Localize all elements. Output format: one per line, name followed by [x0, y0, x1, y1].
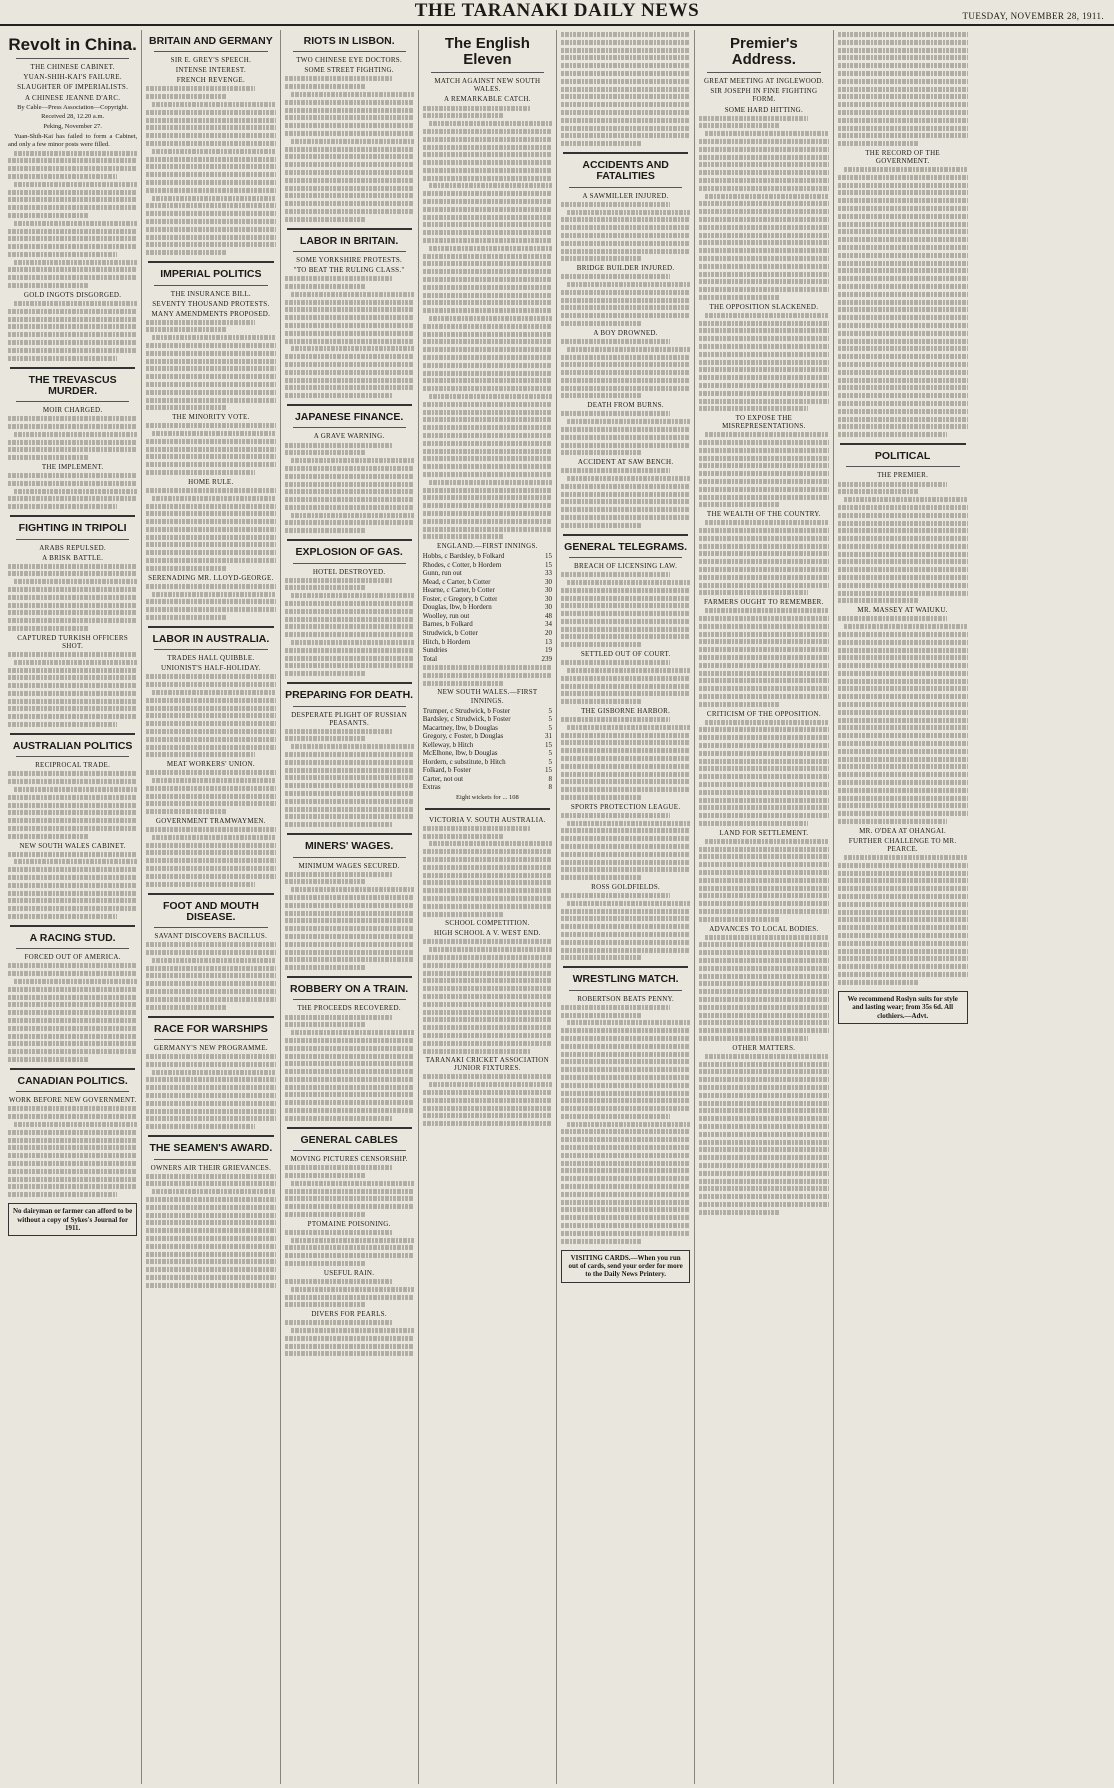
subhead: HOME RULE.: [188, 477, 234, 486]
score-row: Gregory, c Foster, b Douglas 31: [422, 732, 552, 741]
subhead: A BOY DROWNED.: [593, 328, 658, 337]
scorecard-nsw: [423, 707, 552, 792]
article-text-block: [285, 76, 414, 221]
subhead: FRENCH REVENGE.: [176, 76, 246, 85]
subhead: TARANAKI CRICKET ASSOCIATION JUNIOR FIXTURES.: [425, 1056, 549, 1073]
subhead: THE RECORD OF THE GOVERNMENT.: [865, 148, 941, 165]
subhead: SOME HARD HITTING.: [724, 105, 804, 114]
subhead: GOVERNMENT TRAMWAYMEN.: [155, 816, 266, 825]
headline-miners-wages: MINERS' WAGES.: [304, 840, 394, 853]
headline-general-cables: GENERAL CABLES: [300, 1133, 398, 1146]
article-text-block: [285, 276, 414, 398]
column-4: [419, 30, 557, 1784]
score-row: Sundries 19: [422, 646, 552, 655]
headline-seamens-award: THE SEAMEN'S AWARD.: [149, 1142, 273, 1155]
subhead: SIR JOSEPH IN FINE FIGHTING FORM.: [710, 87, 818, 104]
article-text-block: [423, 939, 552, 1053]
article-text-block: [838, 32, 968, 146]
article-text-block: [285, 872, 414, 971]
subhead: A SAWMILLER INJURED.: [582, 191, 669, 200]
article-text-block: [561, 202, 690, 262]
subhead: ACCIDENT AT SAW BENCH.: [577, 458, 674, 467]
score-row: Total 239: [422, 654, 552, 663]
article-text-block: [285, 1320, 414, 1356]
article-body: Yuan-Shih-Kai has failed to form a Cabinet, and only a few minor posts were filled.: [8, 132, 138, 148]
subhead: SETTLED OUT OF COURT.: [580, 650, 671, 659]
subhead: TRADES HALL QUIBBLE.: [167, 654, 255, 663]
article-text-block: [8, 416, 137, 460]
headline-labor-australia: LABOR IN AUSTRALIA.: [152, 632, 270, 645]
subhead: THE MINORITY VOTE.: [172, 413, 250, 422]
subhead: OTHER MATTERS.: [732, 1043, 796, 1052]
score-row: Strudwick, b Cotter 20: [422, 628, 552, 637]
article-text-block: [561, 339, 690, 399]
article-text-block: [146, 423, 275, 475]
headline-revolt-china: Revolt in China.: [8, 35, 137, 54]
headline-political: POLITICAL: [874, 450, 931, 463]
article-text-block: [838, 482, 968, 604]
article-text-block: [699, 935, 828, 1041]
subhead: DIVERS FOR PEARLS.: [311, 1310, 387, 1319]
subhead: DESPERATE PLIGHT OF RUSSIAN PEASANTS.: [291, 710, 408, 727]
headline-trevascus-murder: THE TREVASCUS MURDER.: [28, 373, 117, 397]
subhead: WORK BEFORE NEW GOVERNMENT.: [8, 1096, 137, 1105]
article-text-block: [285, 1279, 414, 1307]
article-text-block: [699, 313, 828, 412]
subhead: SEVENTY THOUSAND PROTESTS.: [152, 299, 270, 308]
subhead: NEW SOUTH WALES CABINET.: [19, 841, 126, 850]
article-text-block: [423, 665, 552, 686]
article-text-block: [838, 855, 968, 985]
subhead: GREAT MEETING AT INGLEWOOD.: [703, 77, 824, 86]
score-row: Barnes, b Folkard 34: [422, 620, 552, 629]
score-row: Kelleway, b Hitch 15: [422, 740, 552, 749]
article-text-block: [561, 893, 690, 960]
advertisement-sykes-journal: No dairyman or farmer can afford to be without a copy of Sykes's Journal for 1911.: [8, 1203, 137, 1236]
article-text-block: [146, 86, 275, 255]
subhead: THE OPPOSITION SLACKENED.: [709, 302, 819, 311]
subhead: ARABS REPULSED.: [39, 543, 106, 552]
article-text-block: [699, 1054, 828, 1215]
subhead: YUAN-SHIH-KAI'S FAILURE.: [23, 73, 122, 82]
article-text-block: [838, 167, 968, 437]
article-text-block: [285, 443, 414, 534]
newspaper-columns: [4, 30, 1110, 1784]
article-text-block: [146, 942, 275, 1009]
article-text-block: [561, 274, 690, 326]
headline-australian-politics: AUSTRALIAN POLITICS: [12, 740, 133, 753]
headline-english-eleven: The English Eleven: [444, 35, 530, 69]
issue-date: TUESDAY, NOVEMBER 28, 1911.: [962, 11, 1104, 21]
column-5: [557, 30, 695, 1784]
score-row: Foster, c Gregory, b Cotter 30: [422, 594, 552, 603]
subhead: SOME YORKSHIRE PROTESTS.: [296, 256, 403, 265]
subhead: BREACH OF LICENSING LAW.: [574, 562, 678, 571]
article-text-block: [423, 826, 552, 917]
score-row: Trumper, c Strudwick, b Foster 5: [422, 706, 552, 715]
headline-race-warships: RACE FOR WARSHIPS: [153, 1022, 268, 1035]
article-text-block: [146, 770, 275, 814]
subhead: MOVING PICTURES CENSORSHIP.: [290, 1155, 408, 1164]
subhead: THE GISBORNE HARBOR.: [581, 706, 671, 715]
headline-riots-lisbon: RIOTS IN LISBON.: [303, 35, 395, 47]
article-text-block: [561, 572, 690, 647]
article-text-block: [8, 564, 137, 631]
article-text-block: [8, 771, 137, 838]
subhead: VICTORIA V. SOUTH AUSTRALIA.: [429, 815, 546, 824]
subhead: SERENADING MR. LLOYD-GEORGE.: [148, 573, 274, 582]
byline: By Cable—Press Association—Copyright.: [17, 103, 129, 111]
score-row: Hobbs, c Bardsley, b Folkard 15: [422, 552, 552, 561]
score-row: Woolley, run out 48: [422, 611, 552, 620]
received-line: Received 28, 12.20 a.m.: [41, 113, 105, 121]
headline-imperial-politics: IMPERIAL POLITICS: [160, 268, 262, 281]
article-text-block: [561, 32, 690, 146]
subhead: A BRISK BATTLE.: [42, 553, 104, 562]
article-text-block: [285, 729, 414, 828]
headline-britain-germany: BRITAIN AND GERMANY: [149, 35, 273, 47]
subhead: SLAUGHTER OF IMPERIALISTS.: [17, 83, 129, 92]
column-6: [695, 30, 833, 1784]
article-text-block: [699, 608, 828, 707]
article-text-block: [699, 520, 828, 595]
score-row: Macartney, lbw, b Douglas 5: [422, 723, 552, 732]
column-7: [834, 30, 972, 1784]
headline-canadian-politics: CANADIAN POLITICS.: [17, 1074, 128, 1087]
article-text-block: [838, 616, 968, 824]
subhead: THE CHINESE CABINET.: [30, 63, 115, 72]
article-text-block: [8, 852, 137, 919]
headline-foot-mouth: FOOT AND MOUTH DISEASE.: [162, 899, 259, 923]
subhead: DEATH FROM BURNS.: [587, 401, 664, 410]
article-text-block: [146, 827, 275, 887]
article-text-block: [146, 320, 275, 411]
subhead: GERMANY'S NEW PROGRAMME.: [153, 1043, 268, 1052]
article-text-block: [699, 839, 828, 922]
score-row: McElhone, lbw, b Douglas 5: [422, 749, 552, 758]
headline-fighting-tripoli: FIGHTING IN TRIPOLI: [18, 522, 127, 535]
article-text-block: [8, 151, 137, 289]
score-row: Douglas, lbw, b Hordern 30: [422, 603, 552, 612]
subhead: A REMARKABLE CATCH.: [443, 95, 531, 104]
subhead: HOTEL DESTROYED.: [312, 567, 386, 576]
headline-preparing-death: PREPARING FOR DEATH.: [285, 689, 414, 702]
subhead: MEAT WORKERS' UNION.: [166, 760, 255, 769]
subhead: THE INSURANCE BILL.: [170, 289, 251, 298]
article-text-block: [561, 717, 690, 800]
headline-japanese-finance: JAPANESE FINANCE.: [294, 411, 404, 424]
article-text-block: [561, 813, 690, 880]
scorecard-title: ENGLAND.—FIRST INNINGS.: [437, 542, 538, 551]
article-text-block: [285, 1015, 414, 1121]
article-text-block: [285, 1165, 414, 1217]
subhead: BRIDGE BUILDER INJURED.: [576, 264, 675, 273]
headline-racing-stud: A RACING STUD.: [29, 932, 116, 945]
subhead: THE PREMIER.: [877, 471, 929, 480]
scorecard-title: NEW SOUTH WALES.—FIRST INNINGS.: [437, 688, 538, 705]
article-text-block: [146, 1054, 275, 1129]
headline-general-telegrams: GENERAL TELEGRAMS.: [564, 540, 688, 553]
subhead: TO EXPOSE THE MISREPRESENTATIONS.: [722, 414, 806, 431]
subhead: CRITICISM OF THE OPPOSITION.: [706, 709, 821, 718]
headline-wrestling-match: WRESTLING MATCH.: [572, 973, 679, 986]
score-row: Carter, not out 8: [422, 774, 552, 783]
subhead: UNIONIST'S HALF-HOLIDAY.: [160, 664, 261, 673]
article-text-block: [561, 1122, 690, 1244]
score-row: Bardsley, c Strudwick, b Foster 5: [422, 715, 552, 724]
subhead: MANY AMENDMENTS PROPOSED.: [151, 309, 271, 318]
article-text-block: [561, 660, 690, 704]
subhead: "TO BEAT THE RULING CLASS.": [293, 266, 405, 275]
masthead: [0, 0, 1114, 26]
article-text-block: [561, 411, 690, 455]
article-text-block: [8, 473, 137, 509]
subhead: HIGH SCHOOL A V. WEST END.: [433, 929, 541, 938]
article-text-block: [423, 106, 552, 540]
subhead: FORCED OUT OF AMERICA.: [24, 953, 121, 962]
article-text-block: [285, 1230, 414, 1266]
score-row: Extras 8: [422, 783, 552, 792]
subhead: SCHOOL COMPETITION.: [445, 919, 530, 928]
subhead: FARMERS OUGHT TO REMEMBER.: [704, 598, 824, 607]
article-text-block: [699, 432, 828, 507]
scorecard-england: [423, 552, 552, 663]
article-text-block: [146, 584, 275, 620]
score-total: Eight wickets for ... 108: [456, 793, 519, 801]
article-text-block: [423, 1074, 552, 1126]
dateline: Peking, November 27.: [43, 123, 102, 131]
article-text-block: [8, 301, 137, 361]
headline-robbery-train: ROBBERY ON A TRAIN.: [290, 983, 409, 996]
column-1: [4, 30, 142, 1784]
article-text-block: [8, 1106, 137, 1197]
article-text-block: [146, 674, 275, 757]
subhead: ADVANCES TO LOCAL BODIES.: [709, 924, 819, 933]
subhead: SAVANT DISCOVERS BACILLUS.: [154, 932, 268, 941]
subhead: CAPTURED TURKISH OFFICERS SHOT.: [17, 633, 129, 650]
subhead: THE IMPLEMENT.: [41, 462, 104, 471]
column-2: [142, 30, 280, 1784]
article-text-block: [146, 488, 275, 571]
subhead: SPORTS PROTECTION LEAGUE.: [570, 802, 681, 811]
advertisement-roslyn-suits: We recommend Roslyn suits for style and lasting wear; from 35s 6d. All clothiers.—Advt.: [838, 991, 968, 1024]
subhead: MATCH AGAINST NEW SOUTH WALES.: [434, 77, 541, 94]
subhead: A GRAVE WARNING.: [313, 432, 385, 441]
newspaper-title: THE TARANAKI DAILY NEWS: [414, 0, 700, 21]
article-text-block: [285, 578, 414, 677]
article-text-block: [8, 652, 137, 727]
headline-accidents-fatalities: ACCIDENTS AND FATALITIES: [582, 159, 669, 183]
article-text-block: [146, 1174, 275, 1288]
subhead: SOME STREET FIGHTING.: [304, 66, 394, 75]
column-3: [281, 30, 419, 1784]
subhead: RECIPROCAL TRADE.: [35, 761, 111, 770]
score-row: Hordern, c substitute, b Hitch 5: [422, 757, 552, 766]
subhead: LAND FOR SETTLEMENT.: [719, 828, 809, 837]
subhead: ROSS GOLDFIELDS.: [591, 882, 661, 891]
article-text-block: [699, 720, 828, 826]
article-text-block: [561, 1005, 690, 1119]
subhead: THE WEALTH OF THE COUNTRY.: [706, 510, 821, 519]
subhead: PTOMAINE POISONING.: [307, 1219, 391, 1228]
article-text-block: [699, 116, 828, 300]
subhead: A CHINESE JEANNE D'ARC.: [24, 93, 121, 102]
headline-explosion-gas: EXPLOSION OF GAS.: [295, 546, 403, 559]
score-row: Gunn, run out 33: [422, 569, 552, 578]
headline-labor-britain: LABOR IN BRITAIN.: [299, 234, 399, 247]
subhead: INTENSE INTEREST.: [175, 66, 247, 75]
subhead: OWNERS AIR THEIR GRIEVANCES.: [150, 1163, 272, 1172]
subhead: MR. O'DEA AT OHANGAI.: [859, 826, 947, 835]
score-row: Hitch, b Hordern 13: [422, 637, 552, 646]
subhead: MOIR CHARGED.: [42, 406, 103, 415]
subhead: USEFUL RAIN.: [323, 1268, 375, 1277]
score-row: Mead, c Carter, b Cotter 30: [422, 577, 552, 586]
article-text-block: [8, 963, 137, 1062]
subhead: MR. MASSEY AT WAIUKU.: [857, 606, 948, 615]
subhead: GOLD INGOTS DISGORGED.: [23, 290, 122, 299]
score-row: Rhodes, c Cotter, b Hordern 15: [422, 560, 552, 569]
headline-premiers-address: Premier's Address.: [729, 35, 798, 69]
subhead: TWO CHINESE EYE DOCTORS.: [296, 56, 403, 65]
subhead: THE PROCEEDS RECOVERED.: [297, 1004, 401, 1013]
advertisement-visiting-cards: VISITING CARDS.—When you run out of cards, send your order for more to the Daily News Printery.: [561, 1250, 690, 1283]
article-text-block: [561, 468, 690, 528]
subhead: MINIMUM WAGES SECURED.: [298, 861, 400, 870]
subhead: ROBERTSON BEATS PENNY.: [577, 994, 675, 1003]
subhead: SIR E. GREY'S SPEECH.: [170, 56, 252, 65]
score-row: Hearne, c Carter, b Cotter 30: [422, 586, 552, 595]
subhead: FURTHER CHALLENGE TO MR. PEARCE.: [848, 836, 957, 853]
score-row: Folkard, b Foster 15: [422, 766, 552, 775]
